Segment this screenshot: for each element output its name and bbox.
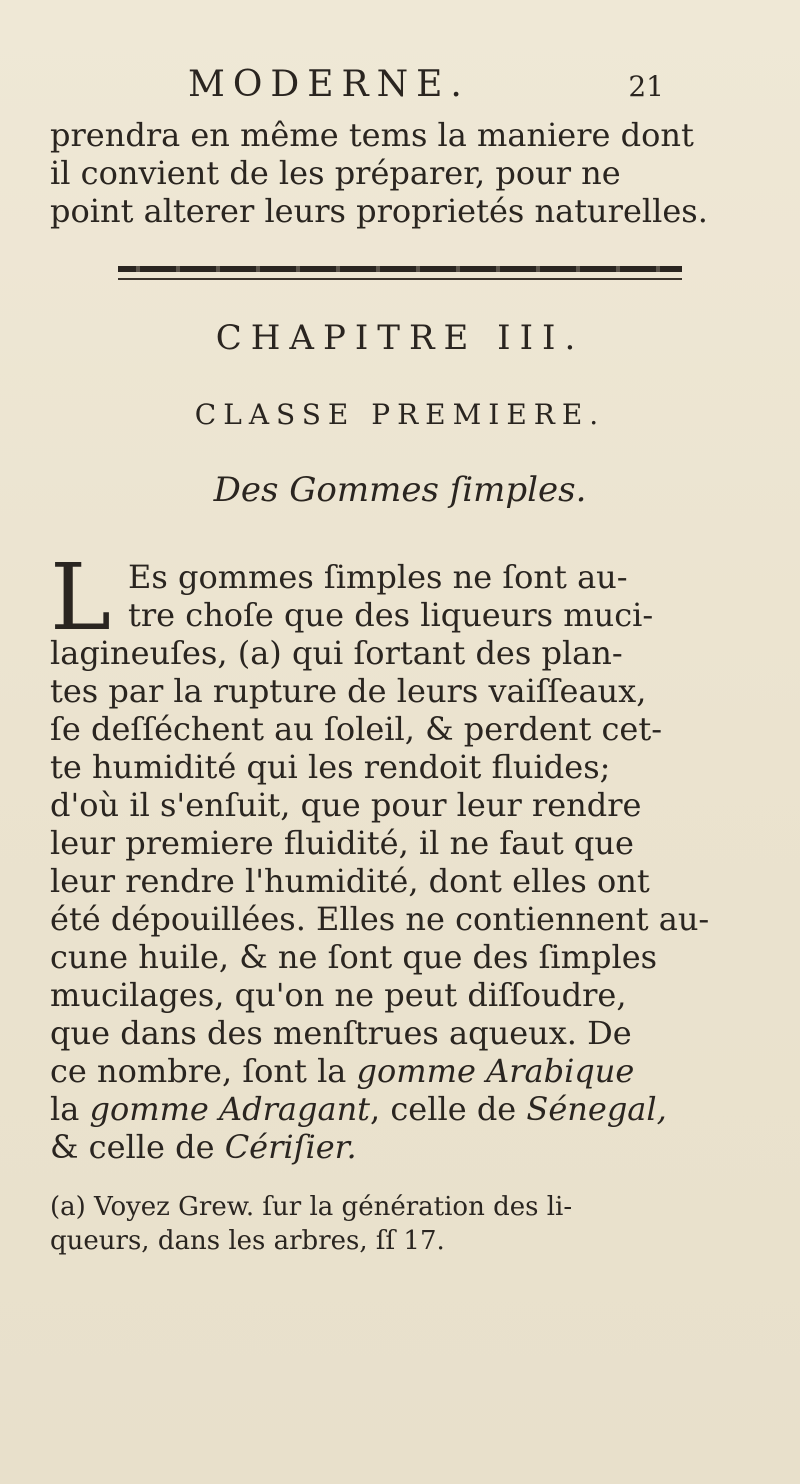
text-run: la [50, 1090, 90, 1128]
paragraph-line-gomme-arabique [50, 1052, 750, 1090]
page-header [188, 64, 664, 105]
italic-term: Cériſier. [224, 1128, 357, 1166]
paragraph-line: te humidité qui les rendoit fluides; [50, 748, 611, 786]
paragraph-line: mucilages, qu'on ne peut diſſoudre, [50, 976, 627, 1014]
page-number: 21 [628, 70, 664, 103]
intro-line-2: il convient de les préparer, pour ne [50, 154, 621, 192]
paragraph-line-1: Es gommes ſimples ne ſont au- [128, 558, 628, 596]
text-run: & celle de [50, 1128, 225, 1166]
paragraph-line: que dans des menſtrues aqueux. De [50, 1014, 632, 1052]
italic-term: Sénegal, [526, 1090, 667, 1128]
paragraph-line: lagineuſes, (a) qui ſortant des plan- [50, 634, 623, 672]
drop-cap: L [50, 544, 112, 651]
paragraph-line: d'où il s'enſuit, que pour leur rendre [50, 786, 642, 824]
footnote-line-1: (a) Voyez Grew. ſur la génération des li- [50, 1192, 573, 1222]
chapter-title: CHAPITRE III. [215, 318, 585, 358]
paragraph-line: cune huile, & ne ſont que des ſimples [50, 938, 658, 976]
paragraph-line-2: tre choſe que des liqueurs muci- [128, 596, 654, 634]
paragraph-line: été dépouillées. Elles ne contiennent au- [50, 900, 710, 938]
ornamental-rule [118, 266, 682, 272]
footnote-line-2: queurs, dans les arbres, ſſ 17. [50, 1226, 445, 1256]
text-run: , celle de [370, 1090, 527, 1128]
paragraph-line: ſe deſſéchent au ſoleil, & perdent cet- [50, 710, 663, 748]
intro-line-1: prendra en même tems la maniere dont [50, 116, 694, 154]
paragraph-line-adragant [50, 1090, 750, 1128]
paragraph-line: tes par la rupture de leurs vaiſſeaux, [50, 672, 647, 710]
rule-underline [118, 278, 682, 280]
class-heading: CLASSE PREMIERE. [194, 398, 606, 431]
paragraph-line: leur premiere fluidité, il ne faut que [50, 824, 634, 862]
paragraph-line: leur rendre l'humidité, dont elles ont [50, 862, 650, 900]
text-run: ce nombre, ſont la [50, 1052, 357, 1090]
running-title: MODERNE. [188, 64, 470, 105]
intro-line-3: point alterer leurs proprietés naturelles. [50, 192, 708, 230]
section-subtitle: Des Gommes ſimples. [213, 470, 587, 510]
italic-term: gomme Adragant [89, 1090, 371, 1128]
paragraph-line-cerisier [50, 1128, 750, 1166]
italic-term: gomme Arabique [356, 1052, 635, 1090]
